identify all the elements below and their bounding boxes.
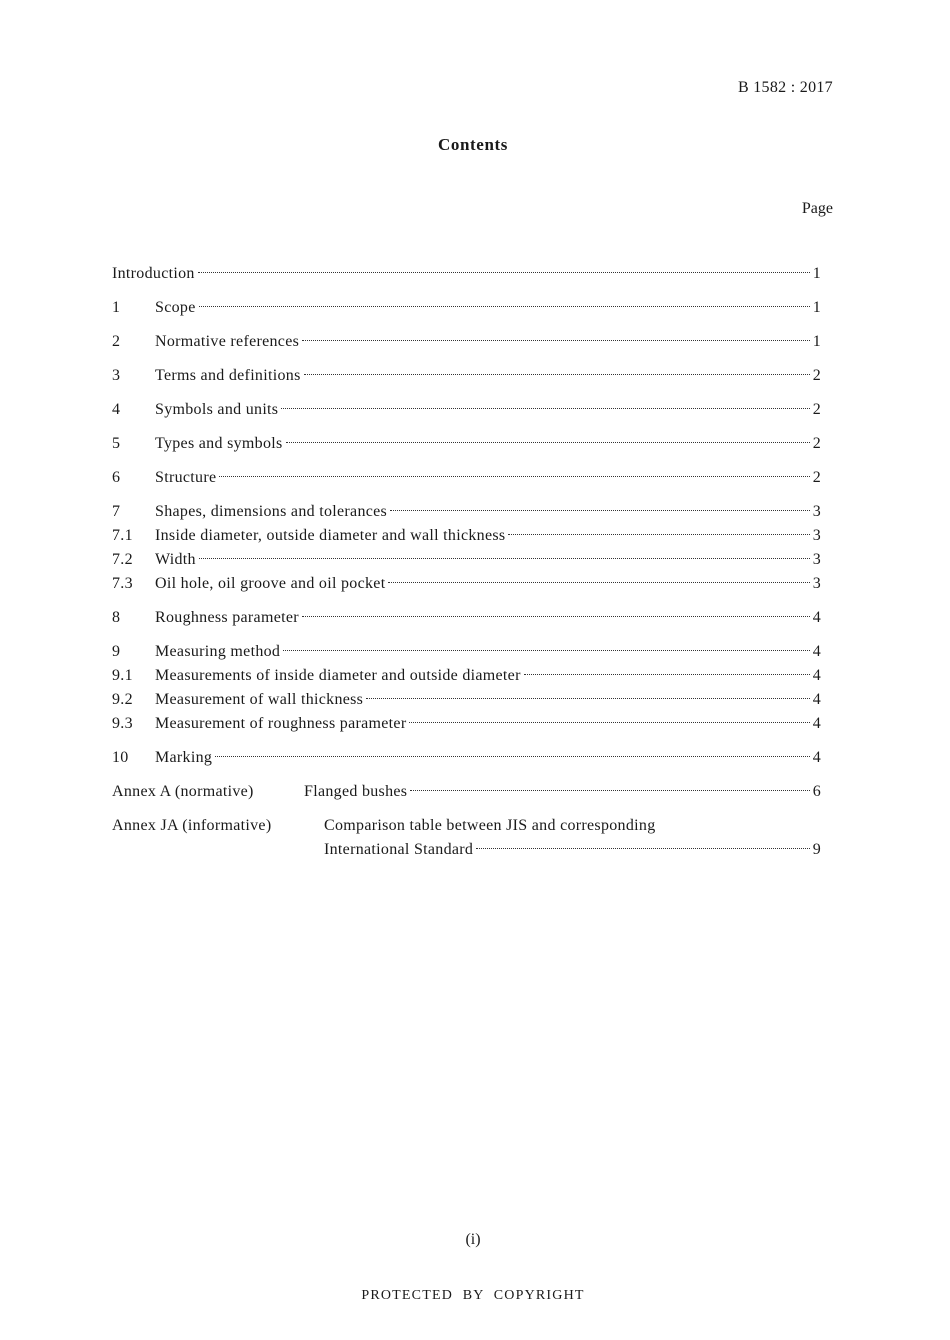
toc-entry-page: 3 bbox=[812, 527, 821, 544]
dot-leader bbox=[388, 582, 809, 583]
toc-entry-title: Width bbox=[155, 551, 196, 568]
toc-entry-page: 3 bbox=[812, 503, 821, 520]
toc-entry-number: 9.3 bbox=[112, 715, 133, 732]
toc-entry-title: Types and symbols bbox=[155, 435, 283, 452]
dot-leader bbox=[199, 558, 810, 559]
toc-entry-title: Structure bbox=[155, 469, 217, 486]
toc-entry-title: Oil hole, oil groove and oil pocket bbox=[155, 575, 386, 592]
table-of-contents bbox=[112, 262, 821, 862]
toc-entry-title: Normative references bbox=[155, 333, 300, 350]
toc-entry-title: Measurement of roughness parameter bbox=[155, 715, 407, 732]
toc-entry-annex-a[interactable] bbox=[112, 780, 821, 804]
toc-entry-title-line-2: International Standard bbox=[324, 841, 474, 858]
page-column-heading: Page bbox=[801, 200, 833, 217]
dot-leader bbox=[409, 722, 809, 723]
dot-leader bbox=[198, 272, 810, 273]
dot-leader bbox=[219, 476, 809, 477]
toc-entry-8[interactable] bbox=[112, 606, 821, 630]
toc-entry-3[interactable] bbox=[112, 364, 821, 388]
toc-entry-page: 4 bbox=[812, 667, 821, 684]
document-id: B 1582 : 2017 bbox=[737, 79, 833, 96]
dot-leader bbox=[286, 442, 810, 443]
toc-entry-page: 4 bbox=[812, 691, 821, 708]
toc-entry-9-1[interactable] bbox=[112, 664, 821, 688]
toc-entry-page: 1 bbox=[812, 333, 821, 350]
toc-entry-number: 7.2 bbox=[112, 551, 133, 568]
toc-entry-page: 2 bbox=[812, 367, 821, 384]
toc-entry-title-line-1: Comparison table between JIS and corresponding bbox=[324, 817, 656, 834]
dot-leader bbox=[199, 306, 810, 307]
toc-entry-9[interactable] bbox=[112, 640, 821, 664]
dot-leader bbox=[302, 340, 810, 341]
dot-leader bbox=[390, 510, 810, 511]
toc-entry-page: 1 bbox=[812, 299, 821, 316]
toc-entry-number: 9.2 bbox=[112, 691, 133, 708]
annex-label: Annex JA (informative) bbox=[112, 817, 272, 834]
toc-entry-number: 3 bbox=[112, 367, 121, 384]
dot-leader bbox=[508, 534, 809, 535]
toc-entry-title: Terms and definitions bbox=[155, 367, 301, 384]
toc-entry-page: 3 bbox=[812, 575, 821, 592]
toc-entry-6[interactable] bbox=[112, 466, 821, 490]
toc-entry-4[interactable] bbox=[112, 398, 821, 422]
toc-entry-7[interactable] bbox=[112, 500, 821, 524]
toc-entry-page: 4 bbox=[812, 643, 821, 660]
toc-entry-number: 7.1 bbox=[112, 527, 133, 544]
annex-label: Annex A (normative) bbox=[112, 783, 254, 800]
toc-entry-9-3[interactable] bbox=[112, 712, 821, 736]
copyright-notice: PROTECTED BY COPYRIGHT bbox=[361, 1288, 585, 1303]
toc-entry-2[interactable] bbox=[112, 330, 821, 354]
dot-leader bbox=[281, 408, 809, 409]
toc-entry-page: 3 bbox=[812, 551, 821, 568]
dot-leader bbox=[283, 650, 809, 651]
toc-entry-page: 6 bbox=[812, 783, 821, 800]
toc-entry-page: 4 bbox=[812, 715, 821, 732]
toc-entry-title: Introduction bbox=[112, 265, 195, 282]
toc-entry-page: 1 bbox=[812, 265, 821, 282]
toc-entry-title: Symbols and units bbox=[155, 401, 279, 418]
dot-leader bbox=[215, 756, 809, 757]
toc-entry-10[interactable] bbox=[112, 746, 821, 770]
toc-entry-number: 4 bbox=[112, 401, 121, 418]
toc-entry-number: 7 bbox=[112, 503, 121, 520]
toc-entry-number: 2 bbox=[112, 333, 121, 350]
toc-entry-page: 2 bbox=[812, 401, 821, 418]
toc-entry-5[interactable] bbox=[112, 432, 821, 456]
toc-entry-title: Measurement of wall thickness bbox=[155, 691, 364, 708]
dot-leader bbox=[476, 848, 809, 849]
annex-ja-last-line bbox=[324, 838, 821, 862]
page-title: Contents bbox=[438, 135, 508, 154]
toc-entry-page: 4 bbox=[812, 749, 821, 766]
toc-entry-page: 2 bbox=[812, 435, 821, 452]
toc-entry-7-1[interactable] bbox=[112, 524, 821, 548]
toc-entry-number: 8 bbox=[112, 609, 121, 626]
dot-leader bbox=[366, 698, 809, 699]
toc-entry-7-3[interactable] bbox=[112, 572, 821, 596]
toc-entry-number: 5 bbox=[112, 435, 121, 452]
annex-ja-title-block bbox=[324, 814, 821, 862]
toc-entry-title: Roughness parameter bbox=[155, 609, 299, 626]
toc-entry-title: Flanged bushes bbox=[304, 783, 408, 800]
toc-entry-introduction[interactable] bbox=[112, 262, 821, 286]
toc-entry-page: 2 bbox=[812, 469, 821, 486]
dot-leader bbox=[302, 616, 810, 617]
toc-entry-number: 9 bbox=[112, 643, 121, 660]
toc-entry-title: Inside diameter, outside diameter and wall thickness bbox=[155, 527, 506, 544]
toc-entry-1[interactable] bbox=[112, 296, 821, 320]
toc-entry-number: 9.1 bbox=[112, 667, 133, 684]
toc-entry-title: Shapes, dimensions and tolerances bbox=[155, 503, 388, 520]
dot-leader bbox=[410, 790, 809, 791]
dot-leader bbox=[304, 374, 810, 375]
page-number: (i) bbox=[465, 1231, 481, 1248]
toc-entry-page: 9 bbox=[812, 841, 821, 858]
toc-entry-annex-ja[interactable] bbox=[112, 814, 821, 862]
toc-entry-title: Marking bbox=[155, 749, 213, 766]
toc-entry-title: Scope bbox=[155, 299, 196, 316]
toc-entry-number: 7.3 bbox=[112, 575, 133, 592]
dot-leader bbox=[524, 674, 810, 675]
toc-entry-number: 6 bbox=[112, 469, 121, 486]
toc-entry-number: 10 bbox=[112, 749, 129, 766]
toc-entry-title: Measuring method bbox=[155, 643, 281, 660]
toc-entry-title: Measurements of inside diameter and outside diameter bbox=[155, 667, 521, 684]
toc-entry-7-2[interactable] bbox=[112, 548, 821, 572]
toc-entry-9-2[interactable] bbox=[112, 688, 821, 712]
toc-entry-number: 1 bbox=[112, 299, 121, 316]
toc-entry-page: 4 bbox=[812, 609, 821, 626]
